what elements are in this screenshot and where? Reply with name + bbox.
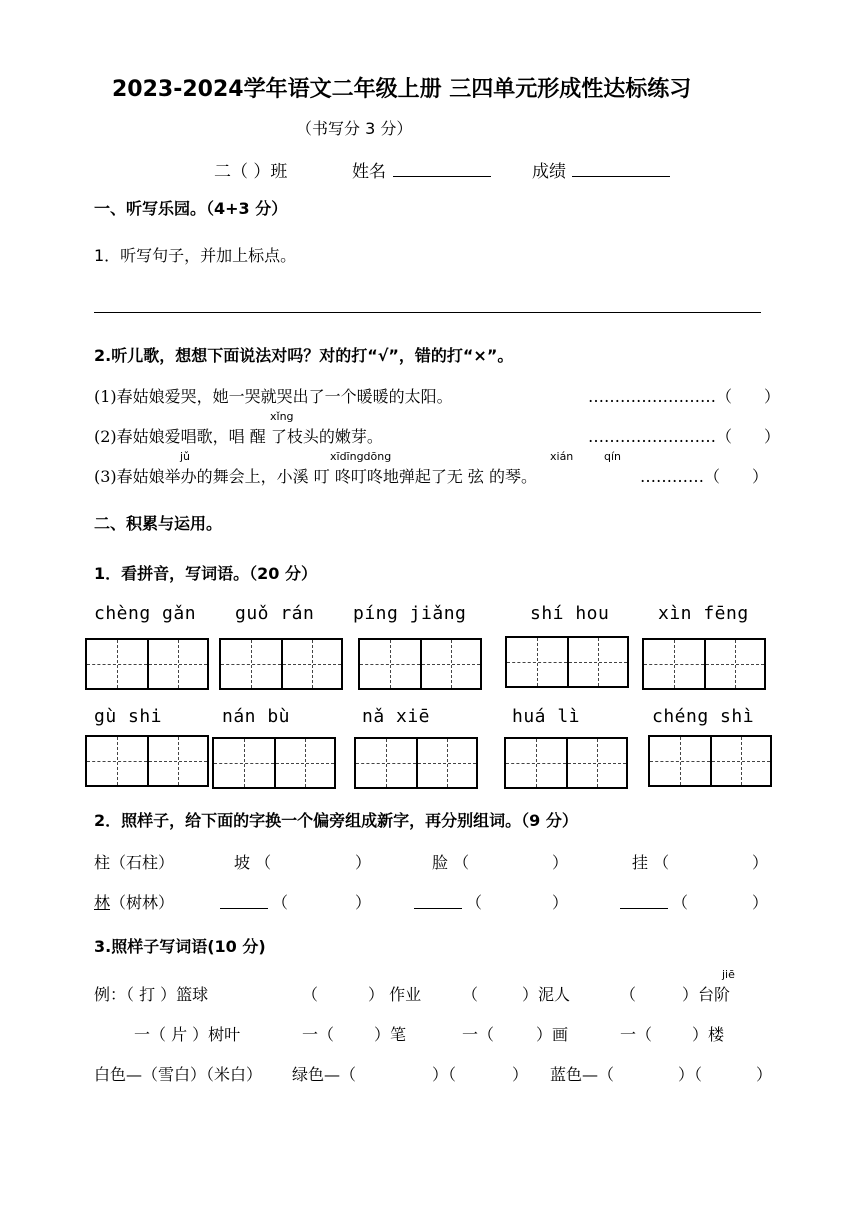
- measure-word-1: ）笔: [374, 1025, 407, 1044]
- radical-blank-3[interactable]: [620, 908, 668, 909]
- ruby-xian: xián: [550, 450, 574, 463]
- pinyin-8: nǎ xiē: [362, 706, 431, 727]
- true-false-check-3[interactable]: …………（ ）: [640, 467, 769, 486]
- pinyin-9: huá lì: [512, 706, 581, 727]
- pattern-open-1: （: [302, 985, 319, 1004]
- true-false-item-2: (2)春姑娘爱唱歌，唱 醒 了枝头的嫩芽。: [94, 427, 383, 446]
- measure-example: 一（ 片 ）树叶: [134, 1025, 241, 1044]
- pattern-word-1: ） 作业: [368, 985, 422, 1004]
- section-one-heading: 一、听写乐园。（4+3 分）: [94, 199, 288, 218]
- subtitle: （书写分 3 分）: [296, 119, 413, 138]
- writing-grid-1[interactable]: [85, 638, 209, 690]
- radical-example-word: （树林）: [110, 893, 175, 912]
- measure-open-3: 一（: [620, 1025, 653, 1044]
- writing-grid-6[interactable]: [85, 735, 209, 787]
- color-example: 白色—（雪白）（米白）: [94, 1065, 263, 1084]
- radical-open-b3: （: [672, 893, 689, 912]
- name-label: 姓名: [352, 162, 386, 182]
- pattern-word-3: ）台阶: [682, 985, 731, 1004]
- radical-char-1: 坡 （: [234, 853, 272, 872]
- measure-word-3: ）楼: [692, 1025, 725, 1044]
- radical-open-b1: （: [272, 893, 289, 912]
- radical-blank-1[interactable]: [220, 908, 268, 909]
- writing-grid-10[interactable]: [648, 735, 772, 787]
- pinyin-10: chéng shì: [652, 706, 755, 727]
- radical-close-b2: ）: [552, 893, 569, 912]
- pinyin-1: chèng gǎn: [94, 603, 197, 624]
- radical-close-2: ）: [552, 853, 569, 872]
- question-pinyin-words: 1．看拼音，写词语。（20 分）: [94, 564, 317, 583]
- measure-open-1: 一（: [302, 1025, 335, 1044]
- radical-close-b3: ）: [752, 893, 769, 912]
- score-label: 成绩: [532, 162, 566, 182]
- name-blank[interactable]: [393, 176, 491, 177]
- pinyin-3: píng jiǎng: [353, 603, 467, 624]
- score-blank[interactable]: [572, 176, 670, 177]
- true-false-check-2[interactable]: ……………………（ ）: [588, 427, 781, 446]
- radical-close-1: ）: [355, 853, 372, 872]
- pinyin-4: shí hou: [530, 603, 610, 624]
- question-radicals: 2．照样子，给下面的字换一个偏旁组成新字，再分别组词。（9 分）: [94, 811, 578, 830]
- radical-example-char: 林: [94, 893, 111, 912]
- writing-grid-9[interactable]: [504, 737, 628, 789]
- true-false-item-3: (3)春姑娘举办的舞会上，小溪 叮 咚叮咚地弹起了无 弦 的琴。: [94, 467, 538, 486]
- pinyin-2: guǒ rán: [235, 603, 315, 624]
- true-false-item-1: (1)春姑娘爱哭，她一哭就哭出了一个暖暖的太阳。: [94, 387, 453, 406]
- pattern-open-3: （: [620, 985, 637, 1004]
- section-two-heading: 二、积累与运用。: [94, 514, 223, 533]
- pattern-word-2: ）泥人: [522, 985, 571, 1004]
- color-blue-close: ）: [756, 1065, 773, 1084]
- writing-grid-4[interactable]: [505, 636, 629, 688]
- question-word-patterns: 3.照样子写词语(10 分): [94, 937, 266, 956]
- pinyin-6: gù shi: [94, 706, 163, 727]
- measure-word-2: ）画: [536, 1025, 569, 1044]
- ruby-xing: xǐng: [270, 410, 294, 423]
- pinyin-7: nán bù: [222, 706, 291, 727]
- writing-grid-8[interactable]: [354, 737, 478, 789]
- radical-open-b2: （: [466, 893, 483, 912]
- ruby-jie: jiē: [722, 968, 735, 981]
- class-label: 二（ ）班: [214, 162, 288, 182]
- ruby-ju: jǔ: [180, 450, 191, 463]
- color-green: 绿色—（: [292, 1065, 357, 1084]
- pattern-open-2: （: [462, 985, 479, 1004]
- question-dictation: 1．听写句子，并加上标点。: [94, 246, 297, 265]
- pattern-example-1: 例：（ 打 ）篮球: [94, 985, 209, 1004]
- writing-grid-2[interactable]: [219, 638, 343, 690]
- writing-grid-7[interactable]: [212, 737, 336, 789]
- color-blue-mid: ）（: [678, 1065, 703, 1084]
- writing-grid-3[interactable]: [358, 638, 482, 690]
- question-true-false: 2.听儿歌，想想下面说法对吗？对的打“√”，错的打“×”。: [94, 346, 514, 365]
- color-blue: 蓝色—（: [550, 1065, 615, 1084]
- true-false-check-1[interactable]: ……………………（ ）: [588, 387, 781, 406]
- ruby-qin: qín: [604, 450, 622, 463]
- dictation-answer-line[interactable]: [94, 312, 761, 313]
- pinyin-5: xìn fēng: [658, 603, 749, 624]
- radical-char-3: 挂 （: [632, 853, 670, 872]
- radical-example: 柱（石柱）: [94, 853, 175, 872]
- measure-open-2: 一（: [462, 1025, 495, 1044]
- radical-char-2: 脸 （: [432, 853, 470, 872]
- writing-grid-5[interactable]: [642, 638, 766, 690]
- radical-blank-2[interactable]: [414, 908, 462, 909]
- color-green-mid: ）（: [432, 1065, 457, 1084]
- radical-close-3: ）: [752, 853, 769, 872]
- color-green-close: ）: [512, 1065, 529, 1084]
- radical-close-b1: ）: [355, 893, 372, 912]
- ruby-dingdong: xīdīngdōng: [330, 450, 392, 463]
- page-title: 2023-2024学年语文二年级上册 三四单元形成性达标练习: [112, 77, 692, 102]
